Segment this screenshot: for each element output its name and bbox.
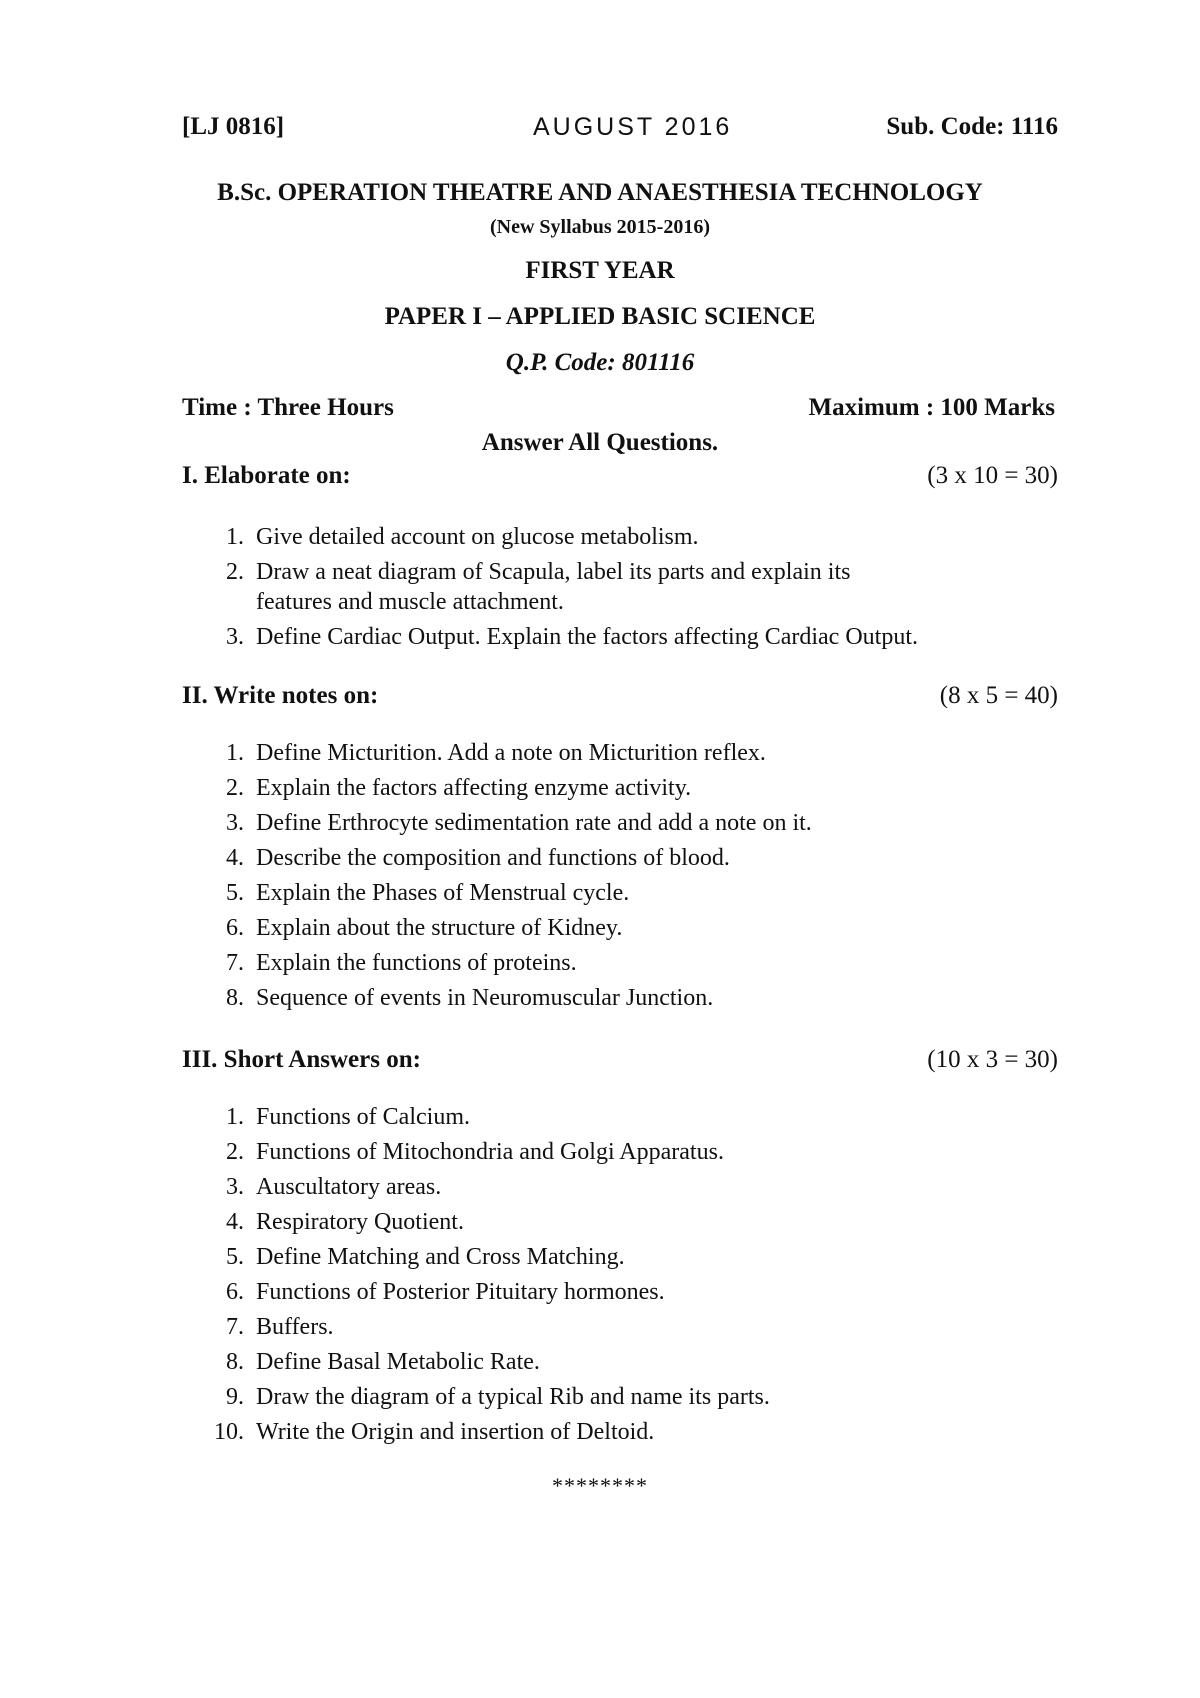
question-item — [182, 878, 1062, 908]
question-text: Define Cardiac Output. Explain the factors affecting Cardiac Output. — [256, 624, 918, 650]
question-text: Explain the functions of proteins. — [256, 950, 577, 976]
question-text: Functions of Calcium. — [256, 1104, 470, 1130]
question-number: 5. — [226, 880, 244, 906]
question-text: Define Erthrocyte sedimentation rate and add a note on it. — [256, 810, 812, 836]
section-heading: III. Short Answers on: — [182, 1046, 421, 1073]
course-title: B.Sc. OPERATION THEATRE AND ANAESTHESIA TECHNOLOGY — [217, 179, 983, 206]
question-item — [182, 1382, 1062, 1412]
question-item — [182, 843, 1062, 873]
question-list — [182, 738, 1062, 1013]
instruction: Answer All Questions. — [481, 429, 719, 456]
question-text: Define Matching and Cross Matching. — [256, 1244, 625, 1270]
question-number: 3. — [226, 1174, 244, 1200]
question-list — [182, 522, 1062, 652]
question-item — [182, 808, 1062, 838]
question-number: 2. — [226, 775, 244, 801]
question-text: Define Basal Metabolic Rate. — [256, 1349, 540, 1375]
year-label: FIRST YEAR — [525, 257, 675, 284]
question-item — [182, 1242, 1062, 1272]
question-text: Give detailed account on glucose metabolism. — [256, 524, 699, 550]
question-number: 7. — [226, 950, 244, 976]
question-text: Respiratory Quotient. — [256, 1209, 464, 1235]
syllabus-label: (New Syllabus 2015-2016) — [489, 216, 710, 238]
question-number: 1. — [226, 740, 244, 766]
subject-code: Sub. Code: 1116 — [886, 113, 1058, 140]
question-text: Sequence of events in Neuromuscular Junction. — [256, 985, 714, 1011]
question-item — [182, 622, 1062, 652]
question-item — [182, 1172, 1062, 1202]
question-item — [182, 1137, 1062, 1167]
question-text: Auscultatory areas. — [256, 1174, 442, 1200]
qp-code: Q.P. Code: 801116 — [505, 349, 695, 376]
question-item — [182, 1347, 1062, 1377]
section-heading: I. Elaborate on: — [182, 462, 351, 489]
end-of-paper-stars: ******** — [552, 1473, 648, 1498]
time-label: Time : Three Hours — [182, 394, 394, 421]
question-number: 1. — [226, 524, 244, 550]
exam-code: [LJ 0816] — [182, 113, 285, 140]
question-item — [182, 913, 1062, 943]
section-marks: (10 x 3 = 30) — [927, 1046, 1058, 1073]
question-text: Write the Origin and insertion of Deltoid. — [256, 1419, 655, 1445]
question-number: 1. — [226, 1104, 244, 1130]
question-number: 8. — [226, 985, 244, 1011]
question-text: Explain the Phases of Menstrual cycle. — [256, 880, 630, 906]
question-number: 10. — [214, 1419, 244, 1445]
question-number: 8. — [226, 1349, 244, 1375]
question-text: Functions of Mitochondria and Golgi Apparatus. — [256, 1139, 724, 1165]
question-text: Functions of Posterior Pituitary hormones. — [256, 1279, 665, 1305]
question-item — [182, 1312, 1062, 1342]
question-item — [182, 1207, 1062, 1237]
exam-month: AUGUST 2016 — [533, 113, 733, 141]
question-item — [182, 1417, 1062, 1447]
question-text: Draw the diagram of a typical Rib and name its parts. — [256, 1384, 770, 1410]
question-item — [182, 738, 1062, 768]
question-item — [182, 1277, 1062, 1307]
question-text: Buffers. — [256, 1314, 334, 1340]
question-number: 7. — [226, 1314, 244, 1340]
section-marks: (3 x 10 = 30) — [927, 462, 1058, 489]
question-text: Explain the factors affecting enzyme activity. — [256, 775, 692, 801]
question-item — [182, 773, 1062, 803]
question-text: Describe the composition and functions of blood. — [256, 845, 730, 871]
question-number: 9. — [226, 1384, 244, 1410]
question-text: Draw a neat diagram of Scapula, label its parts and explain its features and muscle attachment. — [256, 559, 851, 615]
question-text: Define Micturition. Add a note on Micturition reflex. — [256, 740, 766, 766]
question-number: 3. — [226, 624, 244, 650]
question-list — [182, 1102, 1062, 1447]
section-heading: II. Write notes on: — [182, 682, 379, 709]
paper-title: PAPER I – APPLIED BASIC SCIENCE — [384, 303, 816, 330]
question-number: 2. — [226, 1139, 244, 1165]
question-number: 6. — [226, 915, 244, 941]
question-number: 6. — [226, 1279, 244, 1305]
question-number: 3. — [226, 810, 244, 836]
question-item — [182, 948, 1062, 978]
question-item — [182, 557, 896, 617]
question-item — [182, 983, 1062, 1013]
max-marks-label: Maximum : 100 Marks — [808, 394, 1055, 421]
question-number: 4. — [226, 1209, 244, 1235]
question-number: 5. — [226, 1244, 244, 1270]
question-number: 2. — [226, 559, 244, 585]
section-marks: (8 x 5 = 40) — [939, 682, 1058, 709]
question-text: Explain about the structure of Kidney. — [256, 915, 623, 941]
question-item — [182, 522, 1062, 552]
question-number: 4. — [226, 845, 244, 871]
question-item — [182, 1102, 1062, 1132]
